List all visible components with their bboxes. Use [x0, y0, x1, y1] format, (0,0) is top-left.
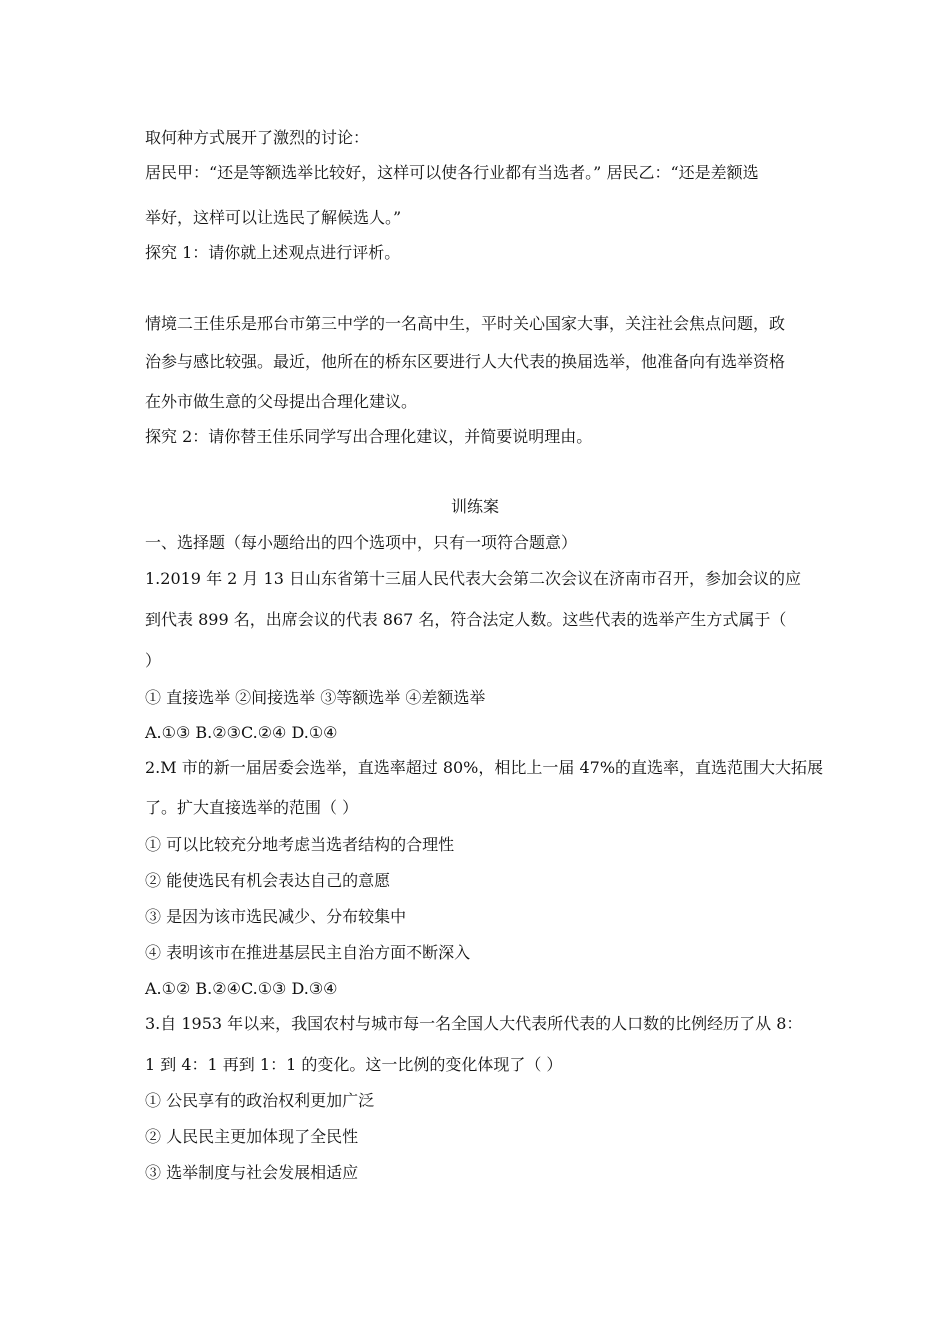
- section-heading: 一、选择题（每小题给出的四个选项中，只有一项符合题意）: [145, 533, 578, 552]
- q3-line-1: 3.自 1953 年以来，我国农村与城市每一名全国人大代表所代表的人口数的比例经历了从 8：: [145, 1014, 803, 1033]
- inquiry-2: 探究 2：请你替王佳乐同学写出合理化建议，并简要说明理由。: [145, 427, 593, 446]
- inquiry-1: 探究 1：请你就上述观点进行评析。: [145, 243, 401, 262]
- q2-answers: A.①② B.②④C.①③ D.③④: [145, 979, 338, 998]
- context-line-2: 居民甲：“还是等额选举比较好，这样可以使各行业都有当选者。” 居民乙：“还是差额选: [145, 163, 759, 182]
- q3-option-2: ② 人民民主更加体现了全民性: [145, 1127, 359, 1146]
- training-title: 训练案: [450, 497, 499, 516]
- q1-line-2: 到代表 899 名，出席会议的代表 867 名，符合法定人数。这些代表的选举产生方式属于（: [145, 610, 787, 629]
- q1-line-3: ）: [145, 651, 162, 670]
- scenario2-line-3: 在外市做生意的父母提出合理化建议。: [145, 392, 418, 411]
- q2-option-2: ② 能使选民有机会表达自己的意愿: [145, 871, 391, 890]
- context-line-1: 取何种方式展开了激烈的讨论：: [145, 128, 370, 147]
- q2-option-1: ① 可以比较充分地考虑当选者结构的合理性: [145, 835, 455, 854]
- q1-line-1: 1.2019 年 2 月 13 日山东省第十三届人民代表大会第二次会议在济南市召开，参加会议的应: [145, 569, 801, 588]
- q2-option-3: ③ 是因为该市选民减少、分布较集中: [145, 907, 407, 926]
- q1-items: ① 直接选举 ②间接选举 ③等额选举 ④差额选举: [145, 688, 486, 707]
- q3-option-1: ① 公民享有的政治权利更加广泛: [145, 1091, 375, 1110]
- q2-option-4: ④ 表明该市在推进基层民主自治方面不断深入: [145, 943, 471, 962]
- scenario2-line-2: 治参与感比较强。最近，他所在的桥东区要进行人大代表的换届选举，他准备向有选举资格: [145, 352, 786, 371]
- q2-line-1: 2.M 市的新一届居委会选举，直选率超过 80%，相比上一届 47%的直选率，直选范围大大拓展: [145, 758, 824, 777]
- q2-line-2: 了。扩大直接选举的范围（ ）: [145, 798, 359, 817]
- context-line-3: 举好，这样可以让选民了解候选人。”: [145, 208, 402, 227]
- q3-line-2: 1 到 4：1 再到 1：1 的变化。这一比例的变化体现了（ ）: [145, 1055, 563, 1074]
- scenario2-line-1: 情境二王佳乐是邢台市第三中学的一名高中生，平时关心国家大事，关注社会焦点问题，政: [145, 314, 786, 333]
- q3-option-3: ③ 选举制度与社会发展相适应: [145, 1163, 359, 1182]
- q1-answers: A.①③ B.②③C.②④ D.①④: [145, 723, 338, 742]
